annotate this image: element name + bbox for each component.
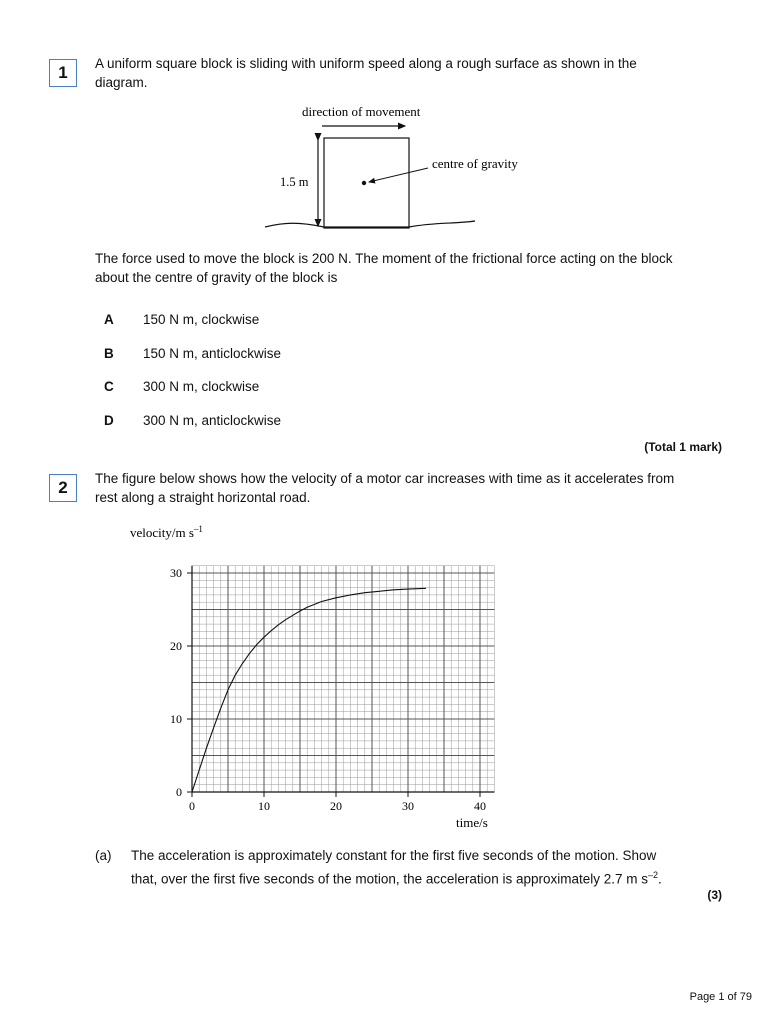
- y-axis-label: velocity/m $s^{-1}$: [130, 524, 203, 540]
- q1-stem: The force used to move the block is 200 N. The moment of the frictional force acting on the block about the centre of gravity of the block is: [95, 251, 673, 285]
- question-number-1: 1: [49, 59, 77, 87]
- q1-intro: A uniform square block is sliding with uniform speed along a rough surface as shown in the diagram.: [95, 56, 637, 90]
- rough-surface: [265, 221, 475, 227]
- centre-of-gravity-label: centre of gravity: [432, 156, 518, 171]
- x-tick-label: 40: [474, 799, 486, 813]
- option-b[interactable]: 150 N m, anticlockwise: [143, 346, 282, 361]
- x-tick-label: 10: [258, 799, 270, 813]
- y-tick-label: 10: [170, 712, 182, 726]
- option-letter-d: D: [104, 413, 114, 428]
- y-tick-label: 30: [170, 566, 182, 580]
- square-block: [324, 138, 409, 228]
- x-axis-label: time/s: [456, 815, 488, 830]
- q2-intro: The figure below shows how the velocity of a motor car increases with time as it accelerates from rest along a straight horizontal road.: [95, 471, 675, 505]
- velocity-time-graph: [120, 515, 520, 835]
- y-tick-label: 0: [176, 785, 182, 799]
- option-letter-b: B: [104, 346, 114, 361]
- q2-part-a-label: (a): [95, 848, 112, 863]
- question-number-2: 2: [49, 474, 77, 502]
- q1-block-diagram: [260, 100, 540, 235]
- page-number: Page 1 of 79: [689, 991, 752, 1003]
- option-letter-c: C: [104, 379, 114, 394]
- option-a[interactable]: 150 N m, clockwise: [143, 312, 260, 327]
- option-d[interactable]: 300 N m, anticlockwise: [143, 413, 282, 428]
- centre-of-gravity-dot: [362, 181, 366, 185]
- x-tick-label: 20: [330, 799, 342, 813]
- q2-part-a-marks: (3): [707, 888, 722, 902]
- cog-pointer-arrow: [369, 168, 428, 182]
- velocity-curve: [192, 588, 426, 792]
- q1-total-marks: (Total 1 mark): [644, 440, 722, 454]
- height-label: 1.5 m: [280, 175, 309, 189]
- option-letter-a: A: [104, 312, 114, 327]
- y-tick-label: 20: [170, 639, 182, 653]
- x-tick-label: 30: [402, 799, 414, 813]
- option-c[interactable]: 300 N m, clockwise: [143, 379, 260, 394]
- q2-part-a-line1: The acceleration is approximately constant for the first five seconds of the motion. Show: [131, 848, 657, 863]
- q2-part-a-line2: that, over the first five seconds of the motion, the acceleration is approximately 2.7 m $s^{-2}$.: [131, 870, 662, 887]
- x-tick-label: 0: [189, 799, 195, 813]
- direction-of-movement-label: direction of movement: [302, 104, 421, 119]
